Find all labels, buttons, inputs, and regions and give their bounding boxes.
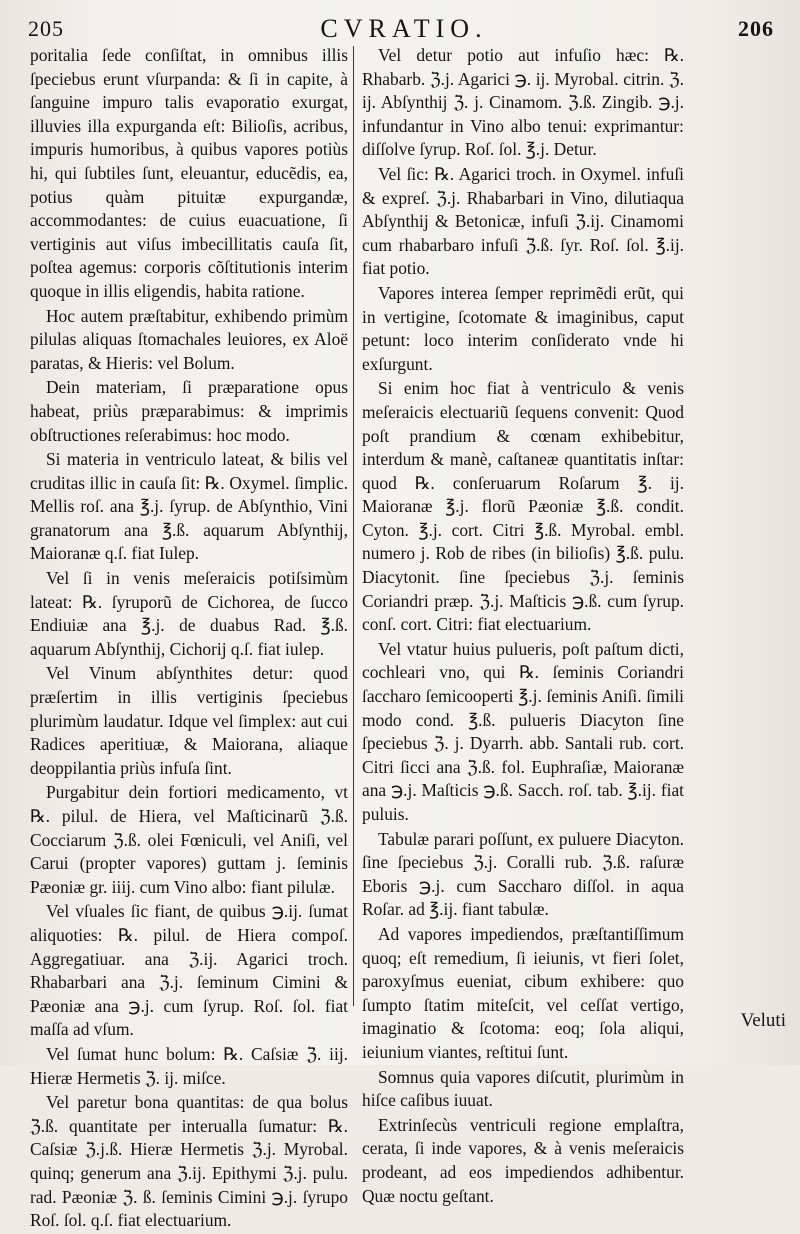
paragraph: Vel ſumat hunc bolum: ℞. Caſsiæ ℨ. iij. Hieræ Hermetis ℨ. ij. miſce. [30, 1043, 348, 1088]
paragraph: Vel detur potio aut infuſio hæc: ℞. Rhabarb. ℨ.j. Agarici ℈. ij. Myrobal. citrin. ℨ. ij. Abſynthij ℨ. j. Cinamom. ℨ.ß. Zingib. ℈.j. infundantur in Vino albo tenui: exprimantur: diſſolve ſyrup. Roſ. ſol. ℥.j. Detur. [362, 45, 684, 160]
left-column [30, 44, 348, 1234]
paragraph: poritalia ſede conſiſtat, in omnibus illis ſpeciebus erunt vſurpanda: & ſi in capite, à ſanguine impuro talis evaporatio exurgat, illuvies illa expurganda eſt: Bilioſis, acribus, impuris humoribus, à quibus vapores potiùs hi, qui ſubtiles ſunt, eleuantur, educẽdis, ea, potius quàm pituitæ expurgandæ, accommodantes: de cuius euacuatione, ſi vertiginis aut viſus imbecillitatis cauſa ſit, poſtea agemus: corporis cõſtitutionis interim quoque in illis eligendis, habita ratione. [30, 45, 348, 301]
paragraph: Vel ſic: ℞. Agarici troch. in Oxymel. infuſi & expreſ. ℨ.j. Rhabarbari in Vino, dilutiaqua Abſynthij & Betonicæ, infuſi ℨ.ij. Cinamomi cum rhabarbaro infuſi ℨ.ß. ſyr. Roſ. ſol. ℥.ij. fiat potio. [362, 163, 684, 279]
paragraph: Vapores interea ſemper reprimẽdi erũt, qui in vertigine, ſcotomate & imaginibus, caput petunt: loco interim conſiderato vnde hi exſurgunt. [362, 282, 684, 374]
paragraph: Tabulæ parari poſſunt, ex puluere Diacyton. ſine ſpeciebus ℨ.j. Coralli rub. ℨ.ß. raſuræ Eboris ℈.j. cum Saccharo diſſol. in aqua Roſar. ad ℥.ij. fiant tabulæ. [362, 828, 684, 920]
page-header [28, 14, 780, 44]
paragraph: Si enim hoc fiat à ventriculo & venis meſeraicis electuariũ ſequens convenit: Quod poſt prandium & cœnam exhibebitur, interdum & manè, caſtaneæ quantitatis inſtar: quod ℞. conſeruarum Roſarum ℥. ij. Maioranæ ℥.j. florũ Pæoniæ ℥.ß. condit. Cyton. ℥.j. cort. Citri ℥.ß. Myrobal. embl. numero j. Rob de ribes (in bilioſis) ℥.ß. pulu. Diacytonit. ſine ſpeciebus ℨ.j. ſeminis Coriandri præp. ℨ.j. Maſticis ℈.ß. cum ſyrup. conſ. cort. Citri: fiat electuarium. [362, 378, 684, 635]
page-number-right: 206 [738, 16, 774, 41]
running-head: CVRATIO. [320, 14, 488, 43]
paragraph: Si materia in ventriculo lateat, & bilis vel cruditas illic in cauſa ſit: ℞. Oxymel. ſimplic. Mellis roſ. ana ℥.j. ſyrup. de Abſynthio, Vini granatorum ana ℥.ß. aquarum Abſynthij, Maioranæ q.ſ. fiat Iulep. [30, 449, 348, 564]
paragraph: Vel vſuales ſic fiant, de quibus ℈.ij. ſumat aliquoties: ℞. pilul. de Hiera compoſ. Aggregatiuar. ana ℨ.ij. Agarici troch. Rhabarbari ana ℨ.j. ſeminum Cimini & Pæoniæ ana ℈.j. cum ſyrup. Roſ. ſol. fiat maſſa ad vſum. [30, 901, 348, 1040]
catchword: Veluti [740, 1010, 786, 1031]
paragraph: Extrinſecùs ventriculi regione emplaſtra, cerata, ſi inde vapores, & à venis meſeraicis prodeant, ad eos impediendos adhibentur. Quæ noctu geſtant. [362, 1114, 684, 1206]
right-column [362, 44, 684, 1209]
paragraph: Vel vtatur huius pulueris, poſt paſtum dicti, cochleari vno, qui ℞. ſeminis Coriandri ſaccharo ſemicooperti ℥.j. ſeminis Aniſi. ſimili modo cond. ℥.ß. pulueris Diacyton ſine ſpeciebus ℨ. j. Dyarrh. abb. Santali rub. cort. Citri ſicci ana ℨ.ß. fol. Euphraſiæ, Maioranæ ana ℈.j. Maſticis ℈.ß. Sacch. roſ. tab. ℥.ij. fiat puluis. [362, 638, 684, 824]
paragraph: Hoc autem præſtabitur, exhibendo primùm pilulas aliquas ſtomachales leuiores, ex Aloë paratas, & Hieris: vel Bolum. [30, 305, 348, 373]
paragraph: Purgabitur dein fortiori medicamento, vt ℞. pilul. de Hiera, vel Maſticinarũ ℨ.ß. Cocciarum ℨ.ß. olei Fœniculi, vel Aniſi, vel Carui (propter vapores) guttam j. ſeminis Pæoniæ gr. iiij. cum Vino albo: fiant pilulæ. [30, 782, 348, 897]
paragraph: Vel paretur bona quantitas: de qua bolus ℨ.ß. quantitate per interualla ſumatur: ℞. Caſsiæ ℨ.j.ß. Hieræ Hermetis ℨ.j. Myrobal. quinq; generum ana ℨ.ij. Epithymi ℨ.j. pulu. rad. Pæoniæ ℨ. ß. ſeminis Cimini ℈.j. ſyrupo Roſ. ſol. q.ſ. fiat electuarium. [30, 1092, 348, 1231]
page-number-left: 205 [28, 16, 64, 41]
paragraph: Vel ſi in venis meſeraicis potiſsimùm lateat: ℞. ſyruporũ de Cichorea, de ſucco Endiuiæ ana ℥.j. de duabus Rad. ℥.ß. aquarum Abſynthij, Cichorij q.ſ. fiat iulep. [30, 568, 348, 659]
paragraph: Dein materiam, ſi præparatione opus habeat, priùs præparabimus: & imprimis obſtructiones reſerabimus: hoc modo. [30, 377, 348, 445]
paragraph: Ad vapores impediendos, præſtantiſſimum quoq; eſt remedium, ſi ieiunis, vt fieri ſolet, paroxyſmus eueniat, cibum exhibere: quo ſumpto ſtatim miteſcit, vel ceſſat vertigo, imaginatio & ſcotoma: eoq; ſola aliqui, ieiunium viantes, reſtitui ſunt. [362, 923, 684, 1062]
paragraph: Vel Vinum abſynthites detur: quod præſertim in illis vertiginis ſpeciebus plurimùm laudatur. Idque vel ſimplex: aut cui Radices aperitiuæ, & Maiorana, aliaque deoppilantia priùs infuſa ſint. [30, 663, 348, 778]
paragraph: Somnus quia vapores diſcutit, plurimùm in hiſce caſibus iuuat. [362, 1066, 684, 1111]
column-rule [353, 46, 354, 1006]
